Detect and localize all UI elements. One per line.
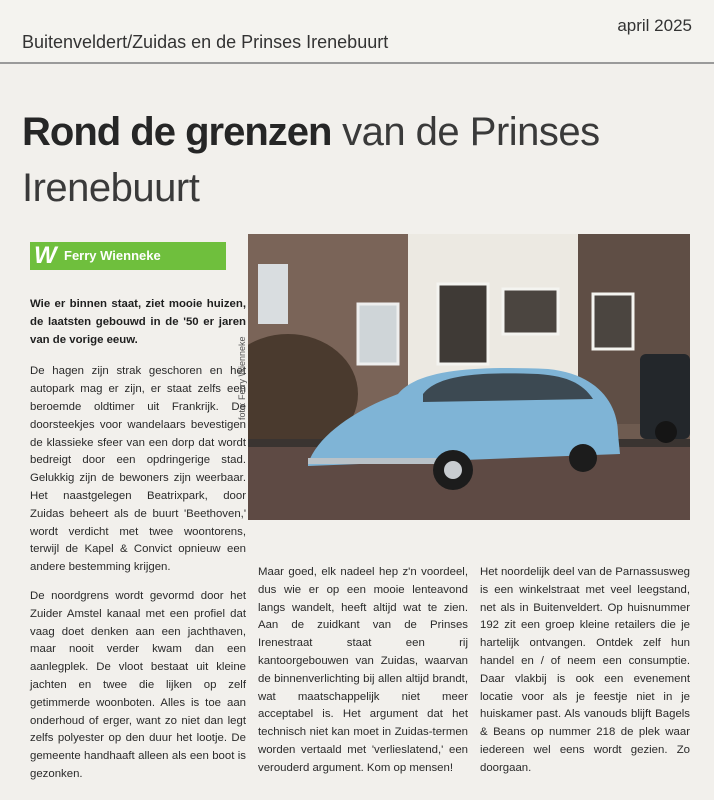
article-photo: [248, 234, 690, 520]
body-paragraph: De noordgrens wordt gevormd door het Zuider Amstel kanaal met een profiel dat vaag doet denken aan een jachthaven, maar nooit verder kwam dan een aanlegplek. De vloot bestaat uit kleine jachten en twee die lijken op zelf getimmerde woonboten. Alles is toe aan onderhoud of erger, want zo niet dan legt zelfs polyester op den duur het lootje. De gemeente handhaaft alleen als een boot is gezonken.: [30, 589, 246, 780]
article-column-3: [480, 564, 690, 789]
body-paragraph: Maar goed, elk nadeel hep z'n voordeel, dus wie er op een mooie lenteavond langs wandelt, heeft altijd wat te zien. Aan de zuidkant van de Prinses Irenestraat staat een rij kantoorgebouwen van Zuidas, waarvan de binnenverlichting bij allen altijd brandt, wat maatschappelijk niet meer acceptabel is. Het argument dat het technisch niet kan moet in Zuidas-termen worden vertaald met 'verlieslatend,' een verouderd argument. Kom op mensen!: [258, 566, 468, 774]
header-divider: [0, 62, 714, 64]
oldtimer-car-photo: [248, 234, 690, 520]
author-byline: [30, 242, 226, 270]
title-bold: Rond de grenzen: [22, 110, 332, 154]
author-logo-icon: W: [34, 242, 57, 269]
page-header: [0, 0, 714, 62]
author-name: Ferry Wienneke: [64, 248, 161, 263]
body-paragraph: Het noordelijk deel van de Parnassusweg is een winkelstraat met veel leegstand, net als in Buitenveldert. Op huisnummer 192 zit een groep kleine retailers die je hartelijk ontvangen. Ontdek zelf hun handel en / of neem een consumptie. Daar vlakbij is ook een evenement locatie voor als je feestje niet in je huiskamer past. Als vanouds blijft Bagels & Beans op nummer 218 de plek waar iedereen wel eens wordt gezien. Zo doorgaan.: [480, 566, 690, 774]
section-title: Buitenveldert/Zuidas en de Prinses Irenebuurt: [22, 32, 389, 52]
issue-date: april 2025: [617, 16, 692, 35]
body-paragraph: De hagen zijn strak geschoren en het autopark mag er zijn, er staat zelfs een beroemde oldtimer uit Frankrijk. De doorsteekjes voor wandelaars bevestigen de klassieke sfeer van een dorp dat wordt bedreigt door een opdringerige stad. Gelukkig zijn de bewoners zijn weerbaar. Het naastgelegen Beatrixpark, door Zuidas beheert als de buurt 'Beethoven,' wordt verdicht met twee woontorens, terwijl de Kapel & Convict opnieuw een andere bestemming krijgen.: [30, 365, 246, 574]
photo-credit: foto: Ferry Wienneke: [237, 336, 247, 420]
article-column-2: [258, 564, 468, 789]
title-light: van de Prinses Irenebuurt: [22, 110, 600, 210]
article-title: [22, 104, 702, 216]
article-column-1: [30, 296, 246, 795]
lead-paragraph: Wie er binnen staat, ziet mooie huizen, de laatsten gebouwd in de '50 er jaren van de vorige eeuw.: [30, 298, 246, 346]
